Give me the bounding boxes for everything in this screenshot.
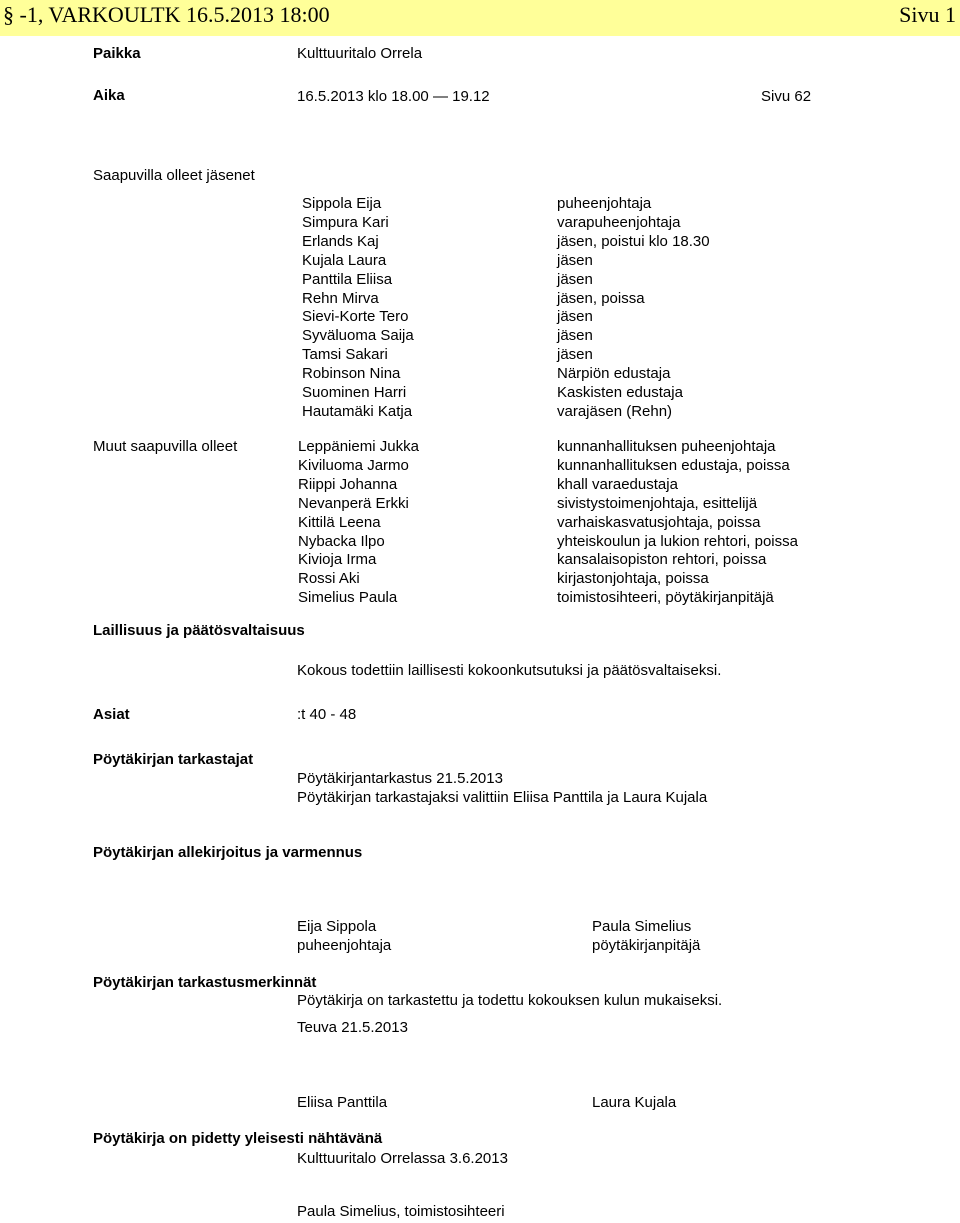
tarkastajat-line2: Pöytäkirjan tarkastajaksi valittiin Eliisa Panttila ja Laura Kujala [297,789,708,806]
attendee-role: sivistystoimenjohtaja, esittelijä [557,494,758,512]
tarkastusmerkinnat-text: Pöytäkirja on tarkastettu ja todettu kokouksen kulun mukaiseksi. [297,992,723,1009]
attendee-role: jäsen [557,251,593,269]
attendee-name: Kujala Laura [302,251,387,269]
nahtavana-heading: Pöytäkirja on pidetty yleisesti nähtävänä [93,1130,383,1147]
attendee-role: jäsen [557,270,593,288]
attendee-role: jäsen, poistui klo 18.30 [557,232,710,250]
attendee-role: Kaskisten edustaja [557,384,683,401]
nahtavana-signer: Paula Simelius, toimistosihteeri [297,1203,505,1220]
attendee-name: Erlands Kaj [302,232,379,250]
attendee-name: Robinson Nina [302,365,401,383]
attendee-role: jäsen [557,327,593,345]
paikka-value: Kulttuuritalo Orrela [297,45,423,62]
attendee-role: jäsen [557,346,593,364]
attendee-name: Simelius Paula [298,589,398,607]
attendee-role: Närpiön edustaja [557,365,671,383]
aika-label: Aika [93,87,125,104]
attendee-role: varajäsen (Rehn) [557,402,673,420]
asiat-label: Asiat [93,706,130,723]
attendee-name: Panttila Eliisa [302,270,393,288]
laillisuus-text: Kokous todettiin laillisesti kokoonkutsutuksi ja päätösvaltaiseksi. [297,662,722,679]
attendee-name: Sippola Eija [302,195,382,212]
header-title: § -1, VARKOULTK 16.5.2013 18:00 [3,2,330,27]
attendee-name: Kivioja Irma [298,551,377,569]
signature-2-name: Paula Simelius [592,918,692,935]
others-heading: Muut saapuvilla olleet [93,438,238,455]
signature-1-role: puheenjohtaja [297,937,392,954]
attendee-role: varapuheenjohtaja [557,213,681,231]
attendee-role: kansalaisopiston rehtori, poissa [557,551,767,569]
tarkastusmerkinnat-heading: Pöytäkirjan tarkastusmerkinnät [93,974,317,991]
laillisuus-heading: Laillisuus ja päätösvaltaisuus [93,622,305,639]
attendee-name: Kiviluoma Jarmo [298,456,409,474]
attendee-name: Riippi Johanna [298,475,398,493]
attendee-role: khall varaedustaja [557,475,678,493]
attendee-role: kunnanhallituksen edustaja, poissa [557,456,790,474]
signature-1-name: Eija Sippola [297,918,377,935]
attendee-name: Suominen Harri [302,384,407,401]
attendee-role: varhaiskasvatusjohtaja, poissa [557,513,761,531]
attendee-role: yhteiskoulun ja lukion rehtori, poissa [557,532,798,550]
attendee-role: kirjastonjohtaja, poissa [557,570,709,588]
allekirjoitus-heading: Pöytäkirjan allekirjoitus ja varmennus [93,844,363,861]
members-heading: Saapuvilla olleet jäsenet [93,167,255,184]
attendee-name: Rehn Mirva [302,289,379,307]
attendee-role: toimistosihteeri, pöytäkirjanpitäjä [557,589,774,607]
tarkastajat-line1: Pöytäkirjantarkastus 21.5.2013 [297,770,503,787]
attendee-name: Rossi Aki [298,570,360,588]
attendee-role: kunnanhallituksen puheenjohtaja [557,438,776,455]
inspector-1-name: Eliisa Panttila [297,1094,388,1111]
attendee-name: Simpura Kari [302,213,389,231]
attendee-role: puheenjohtaja [557,195,652,212]
signature-2-role: pöytäkirjanpitäjä [592,937,701,954]
attendee-role: jäsen [557,308,593,326]
header-page-number: Sivu 1 [899,2,956,27]
inspector-2-name: Laura Kujala [592,1094,677,1111]
attendee-role: jäsen, poissa [557,289,645,307]
tarkastusmerkinnat-place-date: Teuva 21.5.2013 [297,1019,408,1036]
nahtavana-text: Kulttuuritalo Orrelassa 3.6.2013 [297,1150,508,1167]
tarkastajat-heading: Pöytäkirjan tarkastajat [93,751,254,768]
asiat-value: :t 40 - 48 [297,706,357,723]
paikka-label: Paikka [93,45,141,62]
attendee-name: Kittilä Leena [298,513,381,531]
attendee-name: Nybacka Ilpo [298,532,385,550]
aika-page: Sivu 62 [761,88,812,105]
attendee-name: Leppäniemi Jukka [298,438,419,455]
page-header [0,0,960,36]
attendee-name: Hautamäki Katja [302,402,413,420]
aika-value: 16.5.2013 klo 18.00 — 19.12 [297,88,490,105]
attendee-name: Syväluoma Saija [302,327,414,345]
attendee-name: Nevanperä Erkki [298,494,409,512]
attendee-name: Tamsi Sakari [302,346,388,364]
attendee-name: Sievi-Korte Tero [302,308,409,326]
